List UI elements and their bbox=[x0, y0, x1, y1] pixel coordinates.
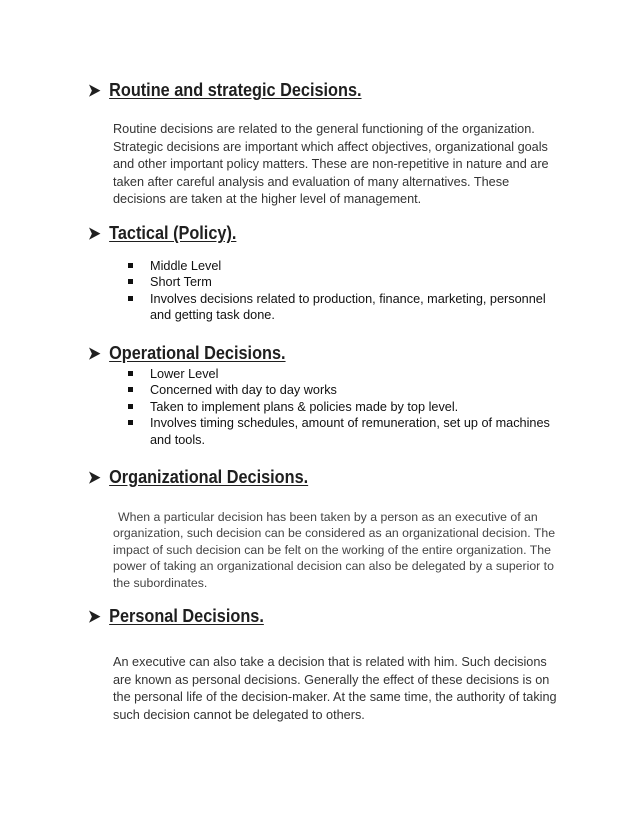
section-heading bbox=[88, 604, 510, 628]
heading-routine: Routine and strategic Decisions. bbox=[109, 79, 362, 100]
section-routine bbox=[88, 78, 568, 102]
paragraph-routine: Routine decisions are related to the general functioning of the organization. Strategic decisions are important which affect objectives, organizational goals and other important policy matters. These are non-repetitive in nature and are taken after careful analysis and evaluation of many alternatives. These decisions are taken at the higher level of management. bbox=[113, 122, 549, 207]
heading-organizational: Organizational Decisions. bbox=[109, 466, 309, 487]
section-heading bbox=[88, 465, 510, 489]
heading-personal: Personal Decisions. bbox=[109, 605, 264, 626]
section-tactical bbox=[88, 221, 568, 245]
list-item: Short Term bbox=[128, 274, 568, 290]
section-personal bbox=[88, 604, 568, 628]
list-tactical bbox=[128, 258, 568, 324]
list-operational bbox=[128, 366, 568, 448]
arrow-bullet-icon: ➤ bbox=[88, 223, 101, 243]
section-heading bbox=[88, 341, 510, 365]
list-item: Concerned with day to day works bbox=[128, 382, 568, 398]
list-item: Middle Level bbox=[128, 258, 568, 274]
section-organizational bbox=[88, 465, 568, 489]
paragraph-organizational: When a particular decision has been taken by a person as an executive of an organization, such decision can be considered as an organizational decision. The impact of such decision can be felt on the working of the entire organization. The power of taking an organizational decision can also be delegated by a superior to the subordinates. bbox=[113, 510, 556, 590]
paragraph-personal: An executive can also take a decision that is related with him. Such decisions are known as personal decisions. Generally the effect of these decisions is on the personal life of the decision-maker. At the same time, the authority of taking such decision cannot be delegated to others. bbox=[113, 655, 557, 722]
section-heading bbox=[88, 221, 510, 245]
list-item: Taken to implement plans & policies made by top level. bbox=[128, 399, 568, 415]
arrow-bullet-icon: ➤ bbox=[88, 343, 101, 363]
heading-tactical: Tactical (Policy). bbox=[109, 222, 237, 243]
list-item: Involves timing schedules, amount of remuneration, set up of machines and tools. bbox=[128, 415, 560, 448]
section-heading bbox=[88, 78, 510, 102]
arrow-bullet-icon: ➤ bbox=[88, 80, 101, 100]
arrow-bullet-icon: ➤ bbox=[88, 467, 101, 487]
list-item: Lower Level bbox=[128, 366, 568, 382]
heading-operational: Operational Decisions. bbox=[109, 342, 286, 363]
arrow-bullet-icon: ➤ bbox=[88, 606, 101, 626]
list-item: Involves decisions related to production, finance, marketing, personnel and getting task done. bbox=[128, 291, 560, 324]
section-operational bbox=[88, 341, 568, 365]
